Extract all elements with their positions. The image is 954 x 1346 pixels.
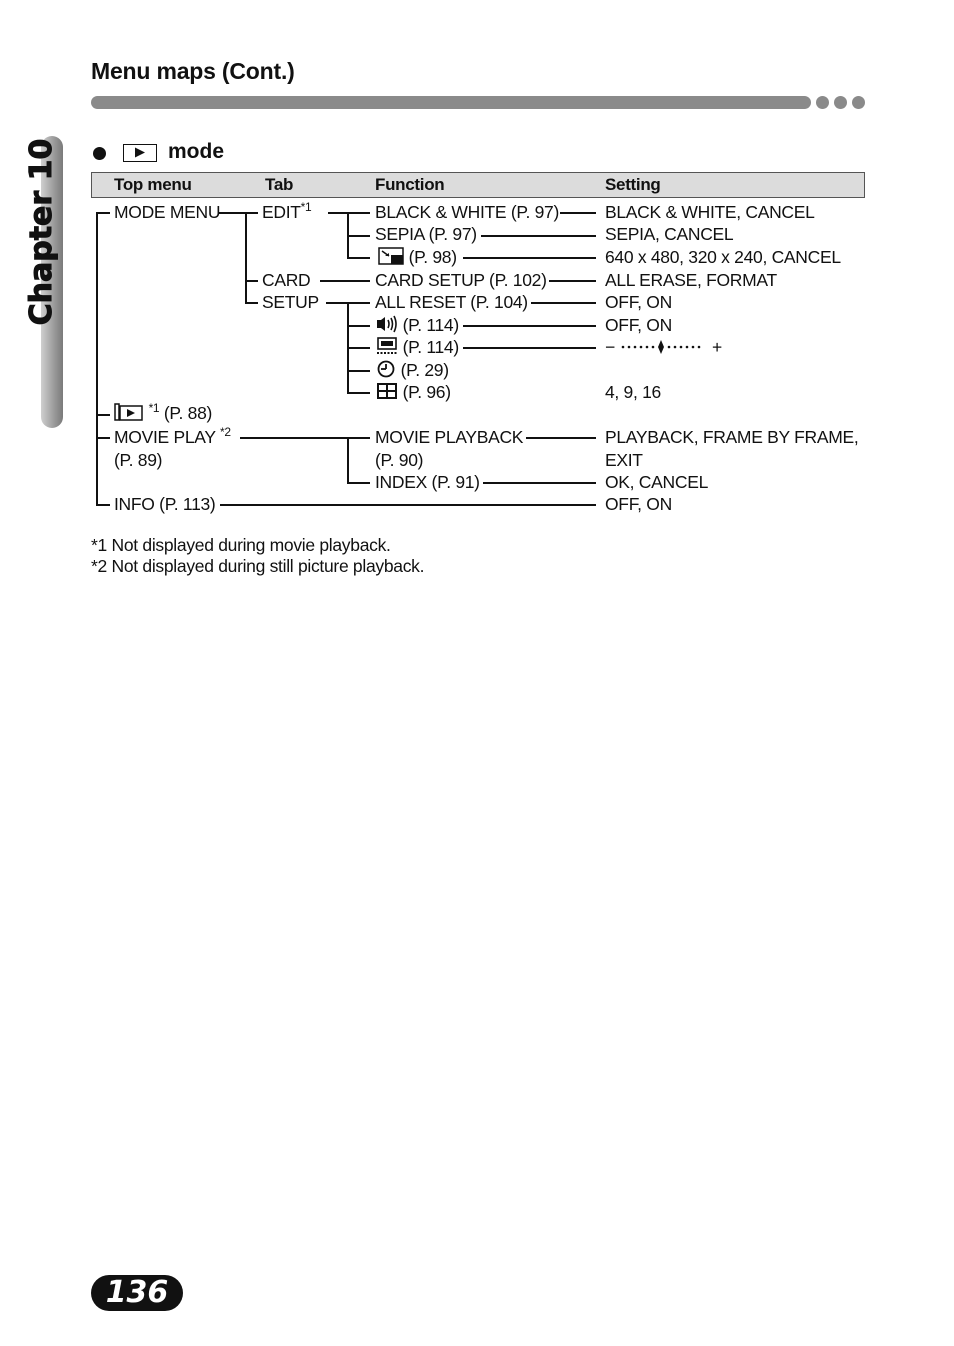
setting-movie-playback-cont: EXIT bbox=[605, 450, 643, 470]
setting-black-white: BLACK & WHITE, CANCEL bbox=[605, 202, 815, 222]
function-resize bbox=[378, 247, 457, 269]
tab-edit-label: EDIT bbox=[262, 202, 301, 222]
movie-play-label: MOVIE PLAY bbox=[114, 427, 216, 447]
chapter-label: Chapter 10 bbox=[24, 138, 59, 326]
monitor-brightness-icon bbox=[376, 337, 398, 359]
header-setting: Setting bbox=[605, 175, 661, 194]
index-grid-icon bbox=[376, 382, 398, 404]
monitor-plus: + bbox=[712, 337, 722, 357]
playback-icon bbox=[123, 144, 157, 162]
movie-play-page-ref: (P. 89) bbox=[114, 450, 163, 470]
monitor-page-ref: (P. 114) bbox=[402, 337, 459, 357]
function-movie-playback-ref: (P. 90) bbox=[375, 450, 424, 470]
beep-icon bbox=[376, 315, 398, 337]
brightness-scale-icon bbox=[619, 338, 707, 358]
clock-page-ref: (P. 29) bbox=[400, 360, 449, 380]
bullet-icon bbox=[93, 147, 106, 160]
setting-info: OFF, ON bbox=[605, 494, 672, 514]
monitor-minus: − bbox=[605, 337, 615, 357]
function-card-setup: CARD SETUP (P. 102) bbox=[375, 270, 547, 290]
function-sepia: SEPIA (P. 97) bbox=[375, 224, 477, 244]
rule-dot bbox=[852, 96, 865, 109]
function-index-display bbox=[376, 382, 451, 404]
top-menu-mode-menu: MODE MENU bbox=[114, 202, 221, 222]
setting-index: OK, CANCEL bbox=[605, 472, 708, 492]
page-number: 136 bbox=[91, 1275, 183, 1311]
footnote-1: *1 Not displayed during movie playback. bbox=[91, 535, 391, 555]
index-display-page-ref: (P. 96) bbox=[402, 382, 451, 402]
tab-edit bbox=[262, 202, 311, 222]
setting-sepia: SEPIA, CANCEL bbox=[605, 224, 734, 244]
resize-page-ref: (P. 98) bbox=[408, 247, 457, 267]
setting-monitor-scale bbox=[605, 337, 722, 358]
tab-setup: SETUP bbox=[262, 292, 319, 312]
table-header bbox=[91, 172, 865, 198]
movie-play-footnote-marker: *2 bbox=[219, 425, 231, 440]
header-tab: Tab bbox=[265, 175, 294, 194]
function-beep bbox=[376, 315, 459, 337]
setting-all-reset: OFF, ON bbox=[605, 292, 672, 312]
clock-icon bbox=[376, 360, 396, 382]
header-function: Function bbox=[375, 175, 445, 194]
function-black-white: BLACK & WHITE (P. 97) bbox=[375, 202, 559, 222]
album-page-ref: (P. 88) bbox=[163, 403, 213, 423]
tab-edit-footnote-marker: *1 bbox=[300, 200, 312, 215]
setting-movie-playback: PLAYBACK, FRAME BY FRAME, bbox=[605, 427, 859, 447]
top-menu-info: INFO (P. 113) bbox=[114, 494, 216, 514]
rule-dot bbox=[834, 96, 847, 109]
album-icon bbox=[114, 403, 144, 425]
function-movie-playback: MOVIE PLAYBACK bbox=[375, 427, 524, 447]
beep-page-ref: (P. 114) bbox=[402, 315, 459, 335]
mode-label: mode bbox=[168, 140, 225, 163]
top-menu-movie-play bbox=[114, 427, 231, 447]
setting-beep: OFF, ON bbox=[605, 315, 672, 335]
setting-index-display: 4, 9, 16 bbox=[605, 382, 661, 402]
function-clock bbox=[376, 360, 449, 382]
title-rule bbox=[91, 96, 811, 109]
rule-dot bbox=[816, 96, 829, 109]
page-title: Menu maps (Cont.) bbox=[91, 58, 295, 84]
resize-icon bbox=[378, 247, 404, 269]
header-top-menu: Top menu bbox=[114, 175, 192, 194]
setting-card-setup: ALL ERASE, FORMAT bbox=[605, 270, 777, 290]
function-all-reset: ALL RESET (P. 104) bbox=[375, 292, 528, 312]
album-footnote-marker: *1 bbox=[148, 401, 160, 416]
function-index: INDEX (P. 91) bbox=[375, 472, 480, 492]
top-menu-album bbox=[114, 403, 212, 425]
function-monitor bbox=[376, 337, 459, 359]
footnote-2: *2 Not displayed during still picture playback. bbox=[91, 556, 425, 576]
setting-resize: 640 x 480, 320 x 240, CANCEL bbox=[605, 247, 841, 267]
tab-card: CARD bbox=[262, 270, 311, 290]
